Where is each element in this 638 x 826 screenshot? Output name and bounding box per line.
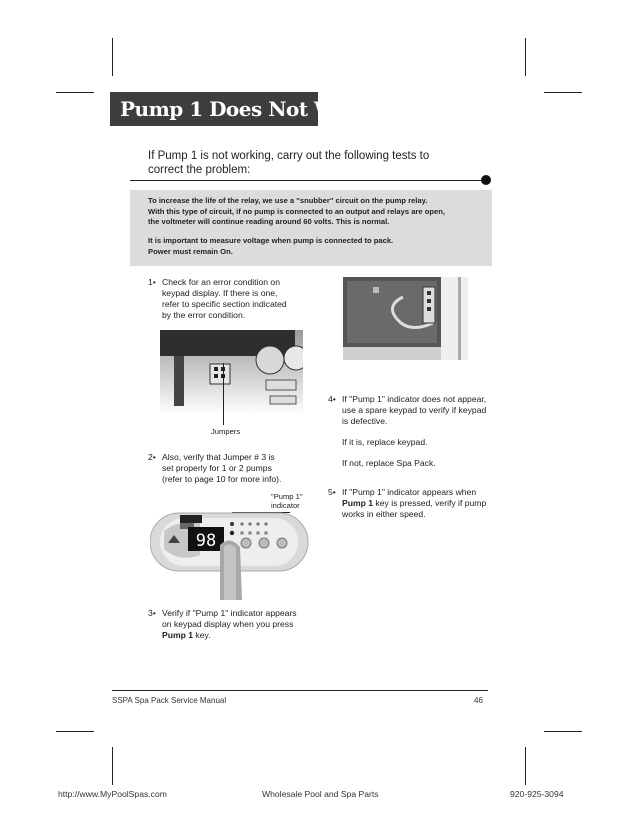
jumpers-callout-line <box>223 363 224 425</box>
step-line: If "Pump 1" indicator does not appear, <box>342 394 487 404</box>
step-line: If "Pump 1" indicator appears when <box>342 487 477 497</box>
footer-manual-title: SSPA Spa Pack Service Manual <box>112 696 227 705</box>
step-line: set properly for 1 or 2 pumps <box>162 463 272 473</box>
step-line: works in either speed. <box>342 509 426 519</box>
step-line: Check for an error condition on <box>162 277 280 287</box>
pack-interior-photo <box>343 277 468 360</box>
phone-number: 920-925-3094 <box>510 789 564 799</box>
step-line: keypad display. If there is one, <box>162 288 278 298</box>
keypad-display: 98 <box>195 531 217 551</box>
step-line: on keypad display when you press <box>162 619 294 629</box>
step-line: is defective. <box>342 416 388 426</box>
note-line: the voltmeter will continue reading around 60 volts. This is normal. <box>148 217 390 226</box>
crop-mark <box>544 731 582 732</box>
crop-mark <box>56 731 94 732</box>
step-line: If not, replace Spa Pack. <box>342 458 436 468</box>
step-line: If it is, replace keypad. <box>342 437 428 447</box>
step-number: 1• <box>148 277 156 287</box>
note-box <box>130 190 492 266</box>
note-line: To increase the life of the relay, we use a "snubber" circuit on the pump relay. <box>148 196 428 205</box>
step-line: by the error condition. <box>162 310 246 320</box>
footer-page-number: 46 <box>474 696 483 705</box>
crop-mark <box>112 747 113 785</box>
step-number: 3• <box>148 608 156 618</box>
step-number: 5• <box>328 487 336 497</box>
step-number: 4• <box>328 394 336 404</box>
step-line: Pump 1 key is pressed, verify if pump <box>342 498 487 508</box>
footer-rule <box>112 690 488 691</box>
crop-mark <box>525 38 526 76</box>
note-line: It is important to measure voltage when pump is connected to pack. <box>148 236 394 245</box>
step-line: Pump 1 key. <box>162 630 211 640</box>
jumpers-label: Jumpers <box>211 427 241 436</box>
note-line: With this type of circuit, if no pump is connected to an output and relays are open, <box>148 206 445 216</box>
keypad-photo <box>150 505 310 600</box>
crop-mark <box>544 92 582 93</box>
store-name: Wholesale Pool and Spa Parts <box>262 789 379 799</box>
crop-mark <box>56 92 94 93</box>
page-title: Pump 1 Does Not Work! <box>120 97 379 121</box>
note-line: Power must remain On. <box>148 246 233 256</box>
pump-indicator-label: "Pump 1" indicator <box>271 492 303 510</box>
site-url-link[interactable]: http://www.MyPoolSpas.com <box>58 789 167 799</box>
crop-mark <box>525 747 526 785</box>
intro-text: If Pump 1 is not working, carry out the following tests to correct the problem: <box>148 150 430 176</box>
step-number: 2• <box>148 452 156 462</box>
step-line: (refer to page 10 for more info). <box>162 474 282 484</box>
jumpers-photo <box>160 330 303 415</box>
intro-rule <box>130 180 485 181</box>
crop-mark <box>112 38 113 76</box>
step-line: Also, verify that Jumper # 3 is <box>162 452 275 462</box>
step-line: Verify if "Pump 1" indicator appears <box>162 608 297 618</box>
step-line: use a spare keypad to verify if keypad <box>342 405 487 415</box>
rule-end-dot <box>481 175 491 185</box>
title-banner <box>110 92 379 126</box>
step-line: refer to specific section indicated <box>162 299 287 309</box>
